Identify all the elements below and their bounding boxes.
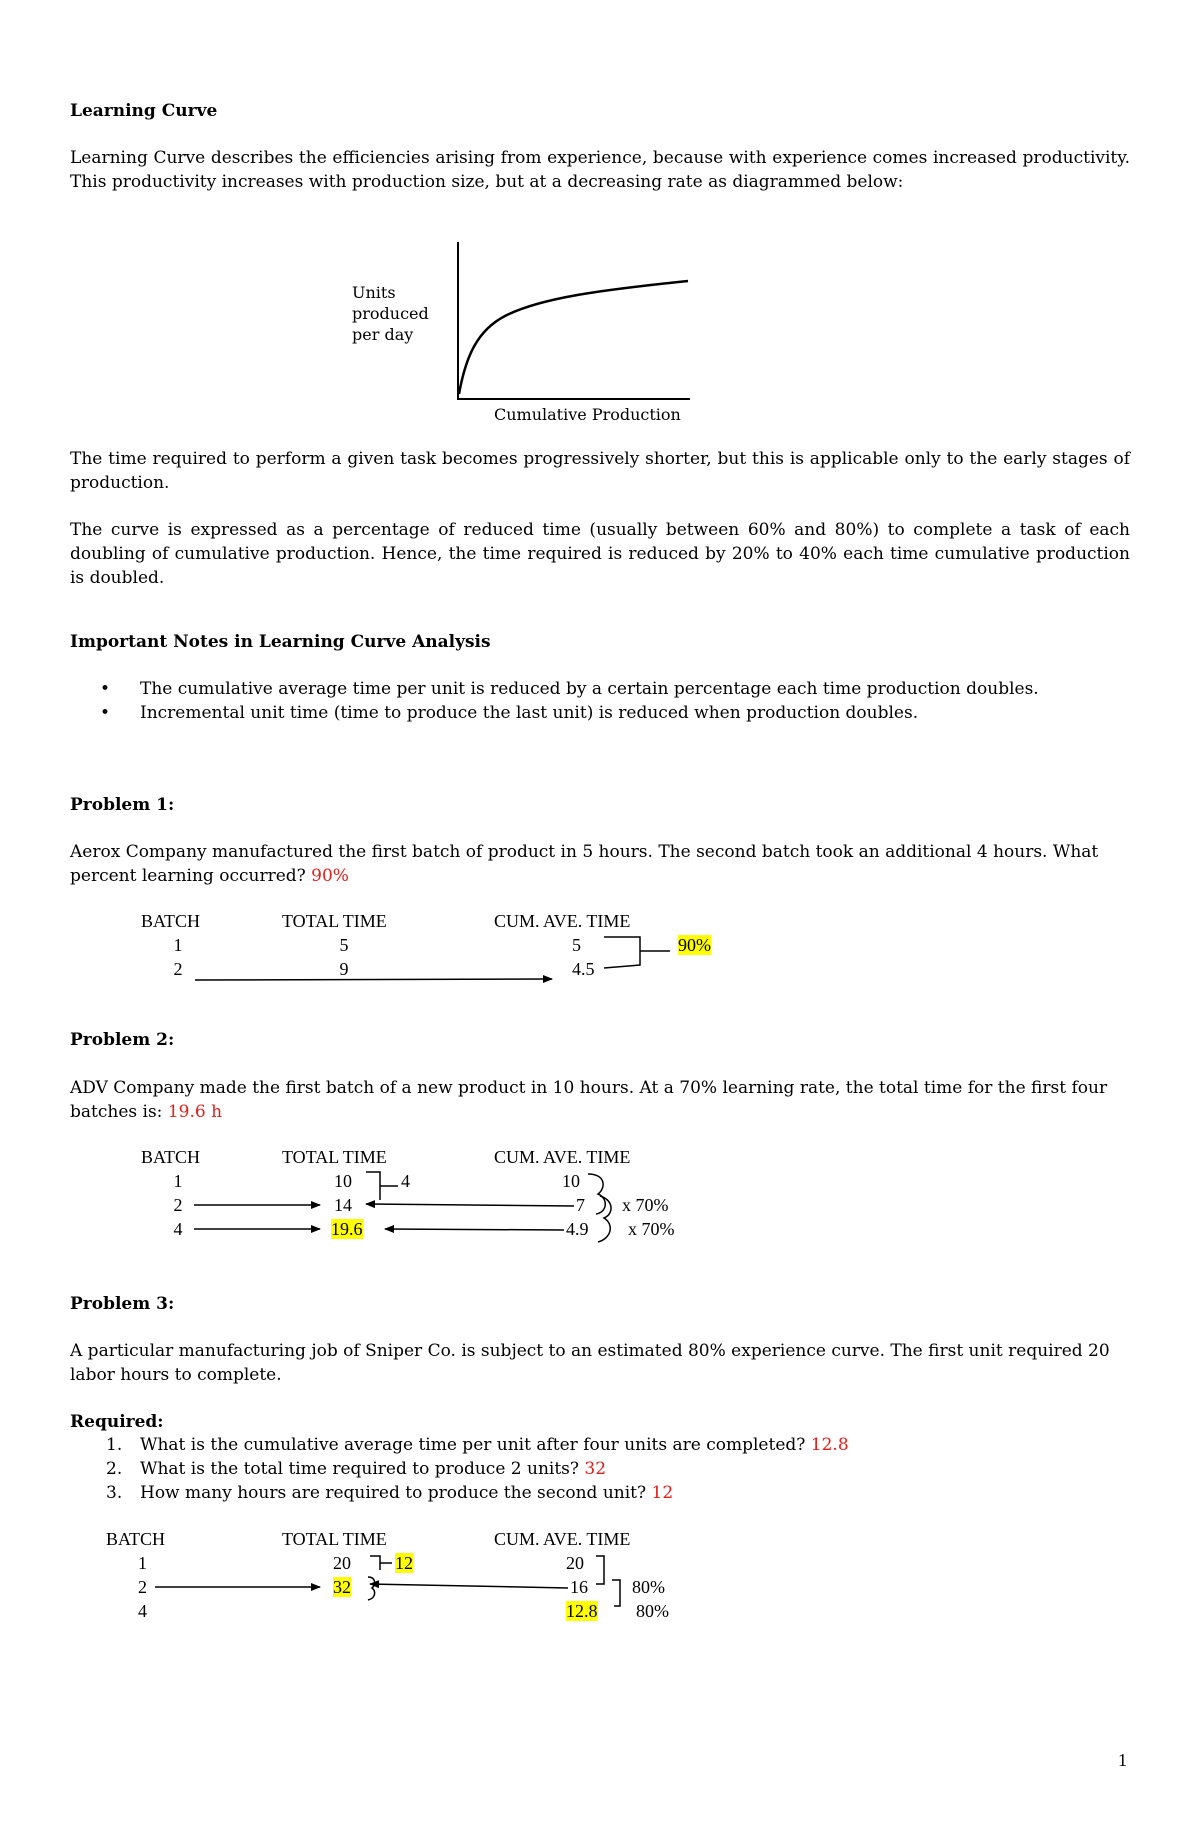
p1-header-cum: CUM. AVE. TIME [494,911,631,931]
q2-answer: 32 [584,1459,607,1479]
p1-row2-cum: 4.5 [572,959,595,979]
p2-row1-total: 10 [334,1171,352,1191]
p2-row2-batch: 2 [173,1195,183,1215]
p1-row1-batch: 1 [173,935,183,955]
p3-header-total: TOTAL TIME [282,1529,387,1549]
p2-row3-total: 19.6 [331,1219,363,1239]
list-item: 2. What is the total time required to produce 2 units? 32 [106,1459,607,1479]
diagram-xlabel: Cumulative Production [494,405,681,424]
problem3-heading: Problem 3: [70,1294,175,1314]
q1-answer: 12.8 [810,1435,849,1455]
p2-header-cum: CUM. AVE. TIME [494,1147,631,1167]
p1-result: 90% [678,935,711,955]
p3-row2-batch: 2 [138,1577,147,1597]
problem1-text: Aerox Company manufactured the first batch of product in 5 hours. The second batch took an additional 4 hours. What percent learning occurred? 90% [70,842,1099,886]
p2-side-note: 4 [401,1171,410,1191]
p3-rate-2: 80% [636,1601,669,1621]
p2-row1-cum: 10 [562,1171,580,1191]
required-label: Required: [70,1412,164,1432]
page-number: 1 [1118,1750,1127,1770]
p2-row1-batch: 1 [173,1171,183,1191]
problem3-text: A particular manufacturing job of Sniper Co. is subject to an estimated 80% experience curve. The first unit required 20 labor hours to complete. [70,1341,1110,1385]
bullet-icon: • [99,703,111,723]
p2-row2-cum: 7 [576,1195,585,1215]
p3-row1-batch: 1 [138,1553,147,1573]
p3-rate-1: 80% [632,1577,665,1597]
p2-rate-1: x 70% [622,1195,669,1215]
notes-heading: Important Notes in Learning Curve Analysis [70,632,491,652]
p3-row2-total: 32 [333,1577,351,1597]
page-title: Learning Curve [70,101,218,121]
problem1-heading: Problem 1: [70,795,175,815]
p1-row1-cum: 5 [572,935,581,955]
p2-row3-cum: 4.9 [566,1219,589,1239]
p3-side-note: 12 [395,1553,413,1573]
problem2-text: ADV Company made the first batch of a new product in 10 hours. At a 70% learning rate, the total time for the first four batches is: 19.6 h [70,1078,1108,1122]
list-item: • The cumulative average time per unit is reduced by a certain percentage each time production doubles. [70,677,1070,701]
p3-row3-batch: 4 [138,1601,147,1621]
p3-row1-total: 20 [333,1553,351,1573]
p1-header-total: TOTAL TIME [282,911,387,931]
list-item: 3. How many hours are required to produce the second unit? 12 [106,1483,674,1503]
problem1-answer: 90% [311,866,349,886]
p2-header-batch: BATCH [141,1147,201,1167]
p1-row2-total: 9 [339,959,349,979]
diagram-ylabel: Units produced per day [352,283,429,344]
intro-paragraph: Learning Curve describes the efficiencies arising from experience, because with experience comes increased productivity. This productivity increases with production size, but at a decreasing rate as diagrammed below: [70,148,1130,192]
list-item: • Incremental unit time (time to produce the last unit) is reduced when production doubles. [70,701,1070,725]
paragraph-curve-expression: The curve is expressed as a percentage of reduced time (usually between 60% and 80%) to complete a task of each doubling of cumulative production. Hence, the time required is reduced by 20% to 40% each time cumulative production is doubled. [70,520,1130,588]
p3-header-cum: CUM. AVE. TIME [494,1529,631,1549]
p2-row2-total: 14 [334,1195,352,1215]
problem2-heading: Problem 2: [70,1030,175,1050]
p3-row3-cum: 12.8 [566,1601,598,1621]
paragraph-time-required: The time required to perform a given task becomes progressively shorter, but this is applicable only to the early stages of production. [70,449,1130,493]
p1-header-batch: BATCH [141,911,201,931]
q3-answer: 12 [651,1483,674,1503]
p1-row1-total: 5 [339,935,349,955]
p3-row1-cum: 20 [566,1553,584,1573]
p2-header-total: TOTAL TIME [282,1147,387,1167]
p1-row2-batch: 2 [173,959,183,979]
problem2-answer: 19.6 h [167,1102,223,1122]
bullet-icon: • [99,679,111,699]
p2-rate-2: x 70% [628,1219,675,1239]
list-item: 1. What is the cumulative average time per unit after four units are completed? 12.8 [106,1435,849,1455]
p3-header-batch: BATCH [106,1529,166,1549]
p2-row3-batch: 4 [173,1219,183,1239]
p3-row2-cum: 16 [570,1577,588,1597]
